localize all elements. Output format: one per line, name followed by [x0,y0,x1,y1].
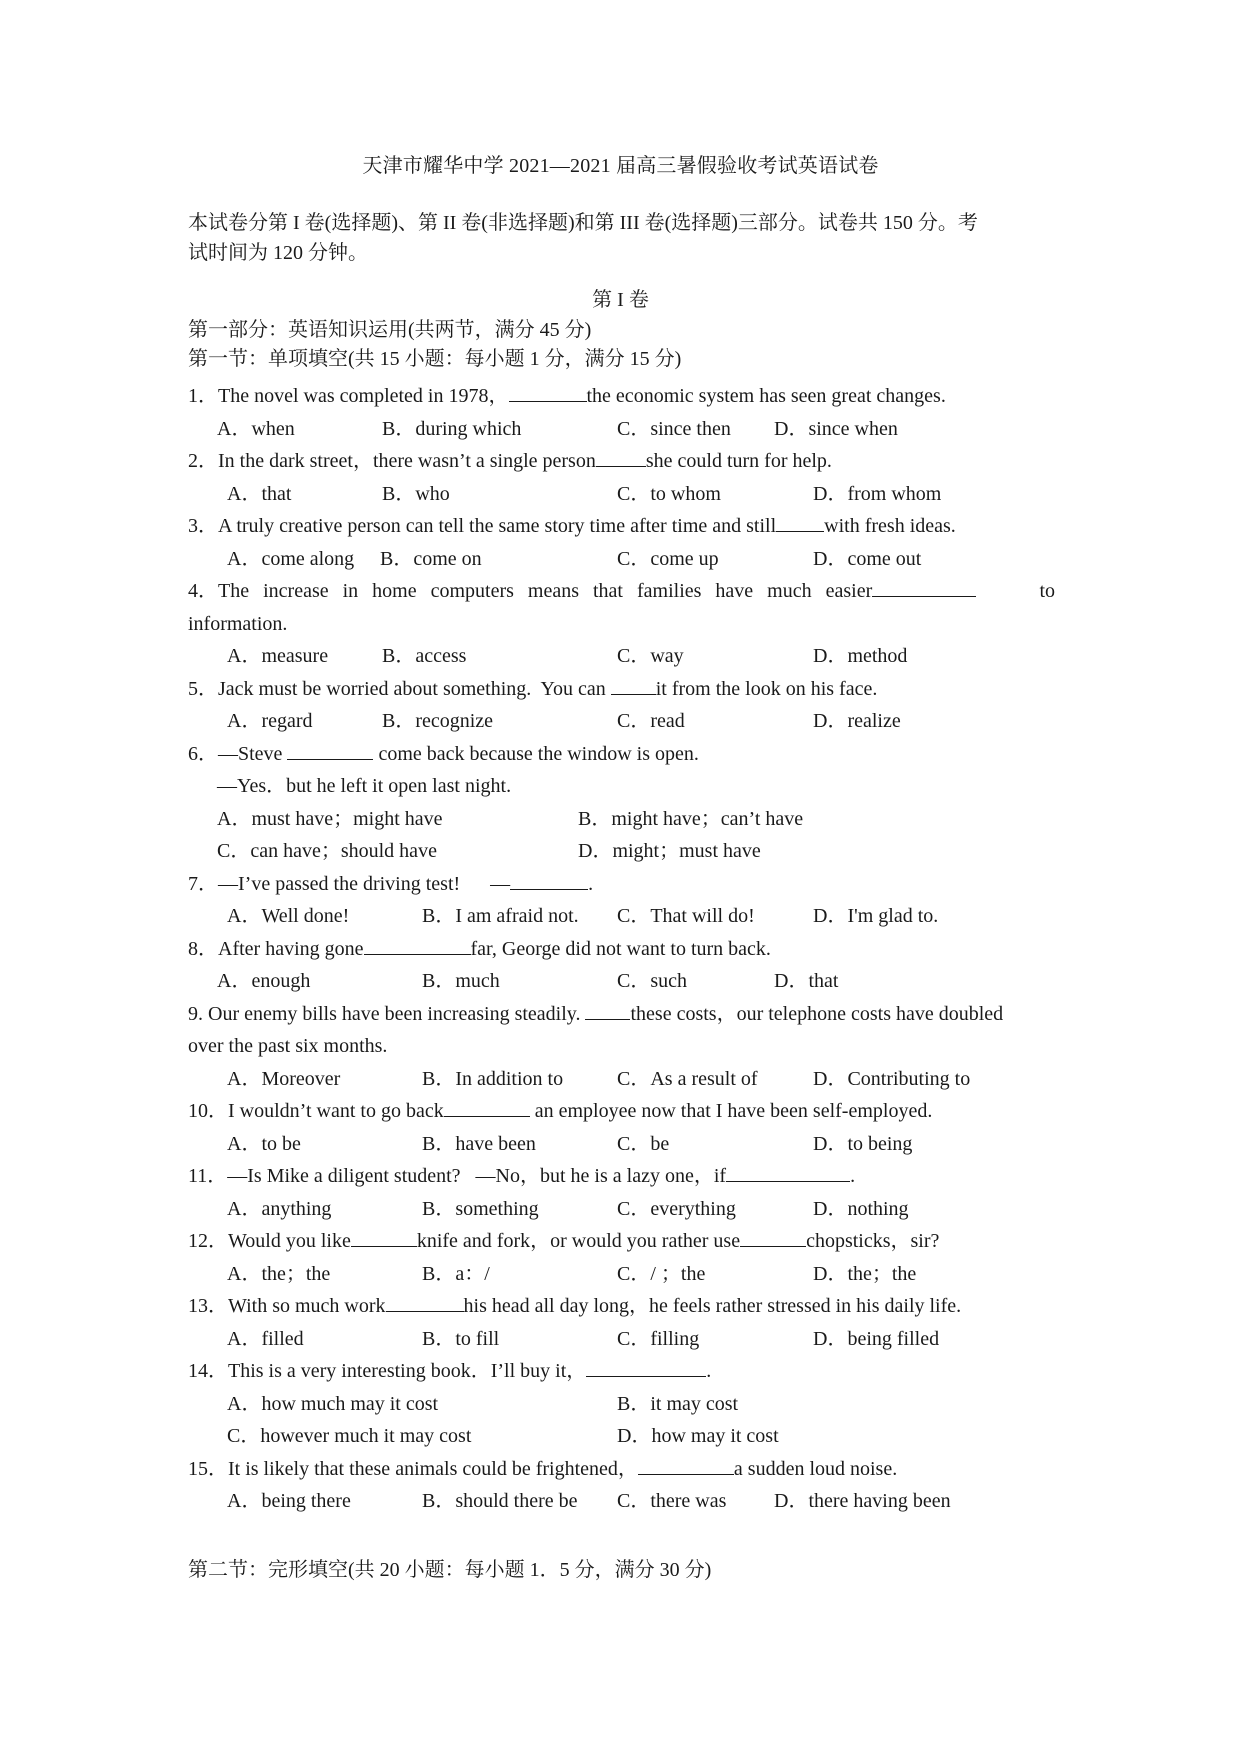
option-d[interactable]: D．Contributing to [813,1067,971,1090]
options-row [188,1258,1073,1291]
option-a[interactable]: A．being there [227,1490,351,1512]
options-row [188,705,1073,738]
option-b[interactable]: B．a：/ [422,1262,490,1285]
option-b[interactable]: B．might have；can’t have [578,807,804,830]
option-d[interactable]: D．from whom [813,482,942,505]
question-13: 13．With so much work his head all day long，he feels rather stressed in his daily life. A．filled B．to fill C．filling D．being filled [188,1290,1073,1355]
options-row [188,1485,1073,1518]
question-4: 4．The increase in home computers means that families have much easier to information. A．measure B．access C．way D．method [188,575,1073,673]
section1-heading: 第一节：单项填空(共 15 小题：每小题 1 分，满分 15 分) [188,348,682,370]
question-9: 9. Our enemy bills have been increasing steadily. these costs，our telephone costs have doubled over the past six months. A．Moreover B．In addition to C．As a result of D．Contributing to [188,998,1073,1096]
option-c[interactable]: C．such [617,970,687,992]
option-a[interactable]: A．filled [227,1327,304,1350]
answer-blank [586,1356,706,1377]
option-a[interactable]: A．Well done! [227,905,350,927]
option-d[interactable]: D．method [813,645,908,667]
option-b[interactable]: B．come on [380,547,482,570]
answer-blank [364,934,471,955]
options-row [188,965,1073,998]
option-c[interactable]: C．That will do! [617,905,755,927]
option-c[interactable]: C．can have；should have [217,840,437,862]
options-row [188,1063,1073,1096]
option-a[interactable]: A．that [227,482,292,505]
options-row [188,413,1073,446]
answer-blank [287,739,373,760]
option-b[interactable]: B．I am afraid not. [422,905,579,927]
question-12: 12．Would you like knife and fork，or would you rather use chopsticks，sir? A．the；the B．a：/ C．/ ；the D．the；the [188,1225,1073,1290]
options-row [188,543,1073,576]
question-15: 15．It is likely that these animals could be frightened， a sudden loud noise. A．being there B．should there be C．there was D．there having been [188,1453,1073,1518]
option-a[interactable]: A．must have；might have [217,807,443,830]
option-d[interactable]: D．since when [774,417,898,440]
option-c[interactable]: C．however much it may cost [227,1425,472,1447]
option-b[interactable]: B．recognize [382,710,494,732]
option-a[interactable]: A．enough [217,970,311,992]
options-row [188,1323,1073,1356]
option-b[interactable]: B．In addition to [422,1067,564,1090]
option-d[interactable]: D．there having been [774,1490,951,1512]
option-b[interactable]: B．much [422,970,500,992]
option-a[interactable]: A．come along [227,547,355,570]
options-row [188,900,1073,933]
question-3: 3．A truly creative person can tell the same story time after time and still with fresh ideas. A．come along B．come on C．come up D．come out [188,510,1073,575]
option-b[interactable]: B．it may cost [617,1392,739,1415]
options-row [188,803,1073,836]
option-b[interactable]: B．access [382,645,467,667]
question-7: 7．—I’ve passed the driving test! — . A．Well done! B．I am afraid not. C．That will do! D．I'm glad to. [188,868,1073,933]
option-d[interactable]: D．nothing [813,1197,909,1220]
option-a[interactable]: A．the；the [227,1262,331,1285]
question-14: 14．This is a very interesting book．I’ll buy it， . A．how much may it cost B．it may cost C．however much it may cost D．how may it cost [188,1355,1073,1453]
option-a[interactable]: A．measure [227,645,329,667]
volume-heading: 第 I 卷 [592,289,649,311]
options-row [188,640,1073,673]
option-d[interactable]: D．come out [813,547,922,570]
option-a[interactable]: A．to be [227,1132,301,1155]
question-list [188,380,1073,1518]
question-8: 8．After having gone far, George did not want to turn back. A．enough B．much C．such D．that [188,933,1073,998]
option-d[interactable]: D．to being [813,1132,913,1155]
option-b[interactable]: B．to fill [422,1327,500,1350]
answer-blank [726,1161,850,1182]
option-c[interactable]: C．read [617,710,685,732]
question-5: 5．Jack must be worried about something. You can it from the look on his face. A．regard B．recognize C．read D．realize [188,673,1073,738]
question-10: 10．I wouldn’t want to go back an employee now that I have been self-employed. A．to be B．have been C．be D．to being [188,1095,1073,1160]
option-d[interactable]: D．realize [813,710,901,732]
answer-blank [509,381,587,402]
options-row [188,835,1073,868]
options-row [188,1420,1073,1453]
option-a[interactable]: A．Moreover [227,1067,341,1090]
option-c[interactable]: C．/ ；the [617,1262,706,1285]
options-row [188,1388,1073,1421]
option-d[interactable]: D．how may it cost [617,1425,779,1447]
options-row [188,478,1073,511]
answer-blank [585,999,630,1020]
answer-blank [510,869,588,890]
options-row [188,1193,1073,1226]
answer-blank [386,1291,464,1312]
option-b[interactable]: B．who [382,482,450,505]
options-row [188,1128,1073,1161]
answer-blank [872,576,976,597]
option-b[interactable]: B．something [422,1197,539,1220]
option-c[interactable]: C．everything [617,1197,736,1220]
section2-heading: 第二节：完形填空(共 20 小题：每小题 1．5 分，满分 30 分) [188,1559,712,1581]
option-a[interactable]: A．anything [227,1197,332,1220]
option-b[interactable]: B．should there be [422,1490,578,1512]
option-c[interactable]: C．filling [617,1327,700,1350]
part1-heading: 第一部分：英语知识运用(共两节，满分 45 分) [188,319,592,341]
answer-blank [596,446,646,467]
question-6: 6．—Steve come back because the window is open. —Yes．but he left it open last night. A．must have；might have B．might have；can’t have C．can have；should have D．might；must have [188,738,1073,868]
option-a[interactable]: A．regard [227,710,313,732]
option-d[interactable]: D．I'm glad to. [813,905,939,927]
option-c[interactable]: C．since then [617,417,731,440]
question-2: 2．In the dark street，there wasn’t a single person she could turn for help. A．that B．who C．to whom D．from whom [188,445,1073,510]
answer-blank [444,1096,530,1117]
option-c[interactable]: C．there was [617,1490,727,1512]
option-c[interactable]: C．come up [617,547,719,570]
option-d[interactable]: D．being filled [813,1327,940,1350]
answer-blank [638,1454,734,1475]
option-d[interactable]: D．might；must have [578,840,761,862]
exam-title: 天津市耀华中学 2021—2021 届高三暑假验收考试英语试卷 [362,155,879,177]
answer-blank [740,1226,806,1247]
question-1: 1．The novel was completed in 1978， the economic system has seen great changes. A．when B．during which C．since then D．since when [188,380,1073,445]
intro-line-2: 试时间为 120 分钟。 [188,242,368,264]
intro-line-1: 本试卷分第 I 卷(选择题)、第 II 卷(非选择题)和第 III 卷(选择题)三部分。试卷共 150 分。考 [188,212,978,234]
answer-blank [611,674,656,695]
option-c[interactable]: C．to whom [617,482,721,505]
answer-blank [351,1226,417,1247]
option-c[interactable]: C．be [617,1132,670,1155]
answer-blank [776,511,824,532]
option-a[interactable]: A．how much may it cost [227,1392,439,1415]
option-c[interactable]: C．way [617,645,684,667]
option-d[interactable]: D．the；the [813,1262,917,1285]
option-c[interactable]: C．As a result of [617,1067,758,1090]
option-d[interactable]: D．that [774,970,839,992]
option-b[interactable]: B．during which [382,417,522,440]
option-a[interactable]: A．when [217,417,295,440]
option-b[interactable]: B．have been [422,1132,536,1155]
question-11: 11．—Is Mike a diligent student? —No，but he is a lazy one，if . A．anything B．something C．everything D．nothing [188,1160,1073,1225]
